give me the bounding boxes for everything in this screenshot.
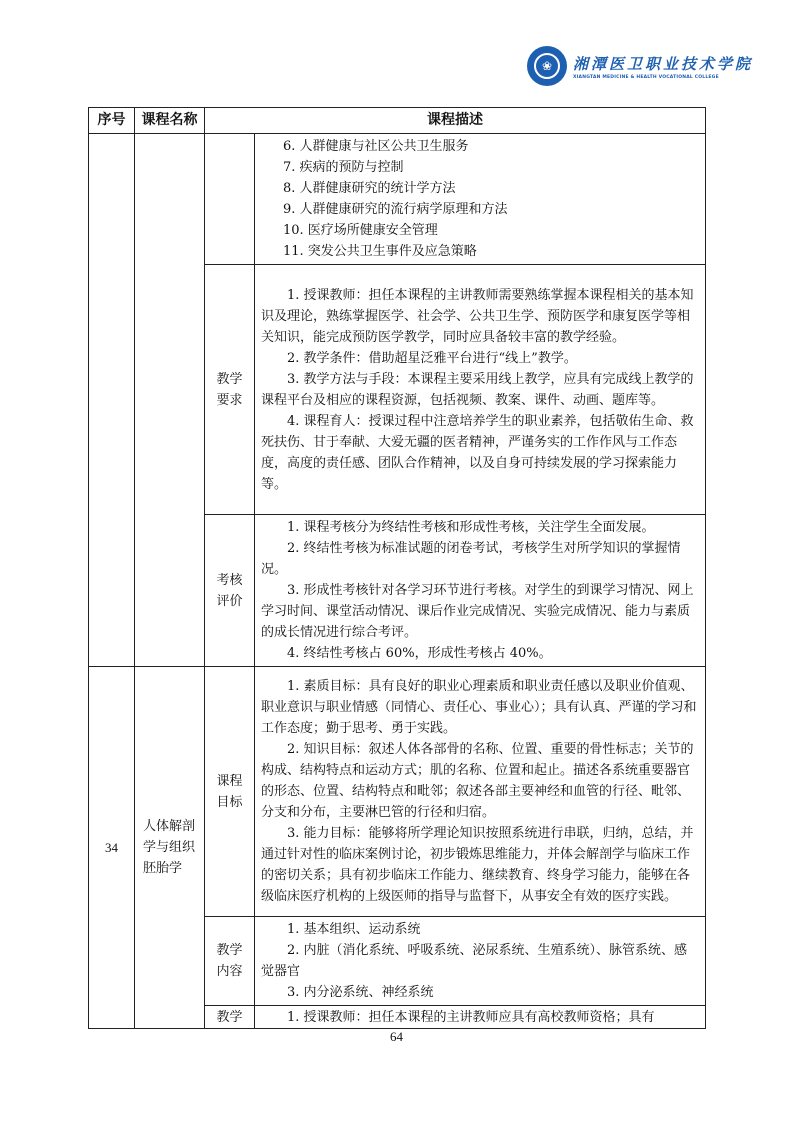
number-cell (89, 134, 135, 667)
teaching-requirements-cell (255, 265, 706, 515)
paragraph: 2. 知识目标：叙述人体各部骨的名称、位置、重要的骨性标志；关节的构成、结构特点和运动方式；肌的名称、位置和起止。描述各系统重要器官的形态、位置、结构特点和毗邻；叙述各部主要神经和血管的行径、毗邻、分支和分布，主要淋巴管的行径和归宿。 (261, 742, 694, 820)
column-header-course-name: 课程名称 (135, 108, 205, 134)
paragraph: 4. 课程育人：授课过程中注意培养学生的职业素养，包括敬佑生命、救死扶伤、甘于奉献、大爱无疆的医者精神，严谨务实的工作作风与工作态度，高度的责任感、团队合作精神，以及自身可持续发展的学习探索能力等。 (261, 413, 694, 492)
page-number: 64 (390, 1029, 403, 1044)
paragraph: 1. 素质目标：具有良好的职业心理素质和职业责任感以及职业价值观、职业意识与职业情感（同情心、责任心、事业心）；具有认真、严谨的学习和工作态度；勤于思考、勇于实践。 (261, 679, 697, 736)
paragraph: 1. 授课教师：担任本课程的主讲教师应具有高校教师资格；具有 (287, 1009, 655, 1025)
paragraph: 2. 教学条件：借助超星泛雅平台进行“线上”教学。 (287, 350, 577, 366)
college-emblem-icon: ❀ (527, 46, 567, 86)
paragraph: 4. 终结性考核占 60%，形成性考核占 40%。 (287, 646, 552, 661)
section-label-content: 教学内容 (205, 917, 255, 1006)
list-item: 11. 突发公共卫生事件及应急策略 (283, 244, 477, 259)
college-name-cn: 湘潭医卫职业技术学院 (573, 54, 754, 73)
college-logo (527, 46, 753, 86)
section-label-teaching-requirements: 教学要求 (205, 265, 255, 515)
objectives-cell (255, 667, 706, 917)
paragraph: 2. 终结性考核为标准试题的闭卷考试，考核学生对所学知识的掌握情况。 (261, 541, 681, 577)
paragraph: 3. 内分泌系统、神经系统 (287, 985, 434, 1000)
course-name-cell (135, 134, 205, 667)
table-row (89, 667, 706, 917)
section-label-cell (205, 134, 255, 265)
list-item: 6. 人群健康与社区公共卫生服务 (283, 139, 469, 154)
table-header-row (89, 108, 706, 134)
column-header-description: 课程描述 (205, 108, 706, 134)
table-row (89, 134, 706, 265)
paragraph: 2. 内脏（消化系统、呼吸系统、泌尿系统、生殖系统）、脉管系统、感觉器官 (261, 943, 688, 979)
paragraph: 1. 基本组织、运动系统 (287, 922, 421, 937)
section-label-assessment: 考核评价 (205, 515, 255, 667)
college-name-en: XIANGTAN MEDICINE & HEALTH VOCATIONAL COLLEGE (573, 74, 719, 80)
paragraph: 3. 能力目标：能够将所学理论知识按照系统进行串联，归纳，总结，并通过针对性的临床案例讨论，初步锻炼思维能力，并体会解剖学与临床工作的密切关系；具有初步临床工作能力、继续教育、终身学习能力，能够在各级临床医疗机构的上级医师的指导与监督下，从事安全有效的医疗实践。 (261, 826, 694, 904)
list-item: 9. 人群健康研究的流行病学原理和方法 (283, 202, 508, 217)
course-table (88, 107, 706, 1029)
column-header-number: 序号 (89, 108, 135, 134)
section-label-requirements: 教学 (205, 1006, 255, 1029)
content-cell (255, 917, 706, 1006)
paragraph: 3. 形成性考核针对各学习环节进行考核。对学生的到课学习情况、网上学习时间、课堂活动情况、课后作业完成情况、实验完成情况、能力与素质的成长情况进行综合考评。 (261, 583, 694, 640)
paragraph: 1. 课程考核分为终结性考核和形成性考核，关注学生全面发展。 (287, 520, 655, 535)
course-name-cell (135, 667, 205, 1029)
list-item: 10. 医疗场所健康安全管理 (283, 223, 438, 238)
assessment-cell (255, 515, 706, 667)
list-item: 8. 人群健康研究的统计学方法 (283, 181, 456, 196)
paragraph: 3. 教学方法与手段：本课程主要采用线上教学，应具有完成线上教学的课程平台及相应的课程资源，包括视频、教案、课件、动画、题库等。 (261, 371, 694, 408)
requirements-cell (255, 1006, 706, 1029)
number-cell: 34 (89, 667, 135, 1029)
list-item: 7. 疾病的预防与控制 (283, 160, 404, 175)
paragraph: 1. 授课教师：担任本课程的主讲教师需要熟练掌握本课程相关的基本知识及理论，熟练掌握医学、社会学、公共卫生学、预防医学和康复医学等相关知识，能完成预防医学教学，同时应具备较丰富的教学经验。 (261, 287, 694, 345)
content-list-cell (255, 134, 706, 265)
section-label-objectives: 课程目标 (205, 667, 255, 917)
course-name: 人体解剖学与组织胚胎学 (143, 819, 196, 876)
